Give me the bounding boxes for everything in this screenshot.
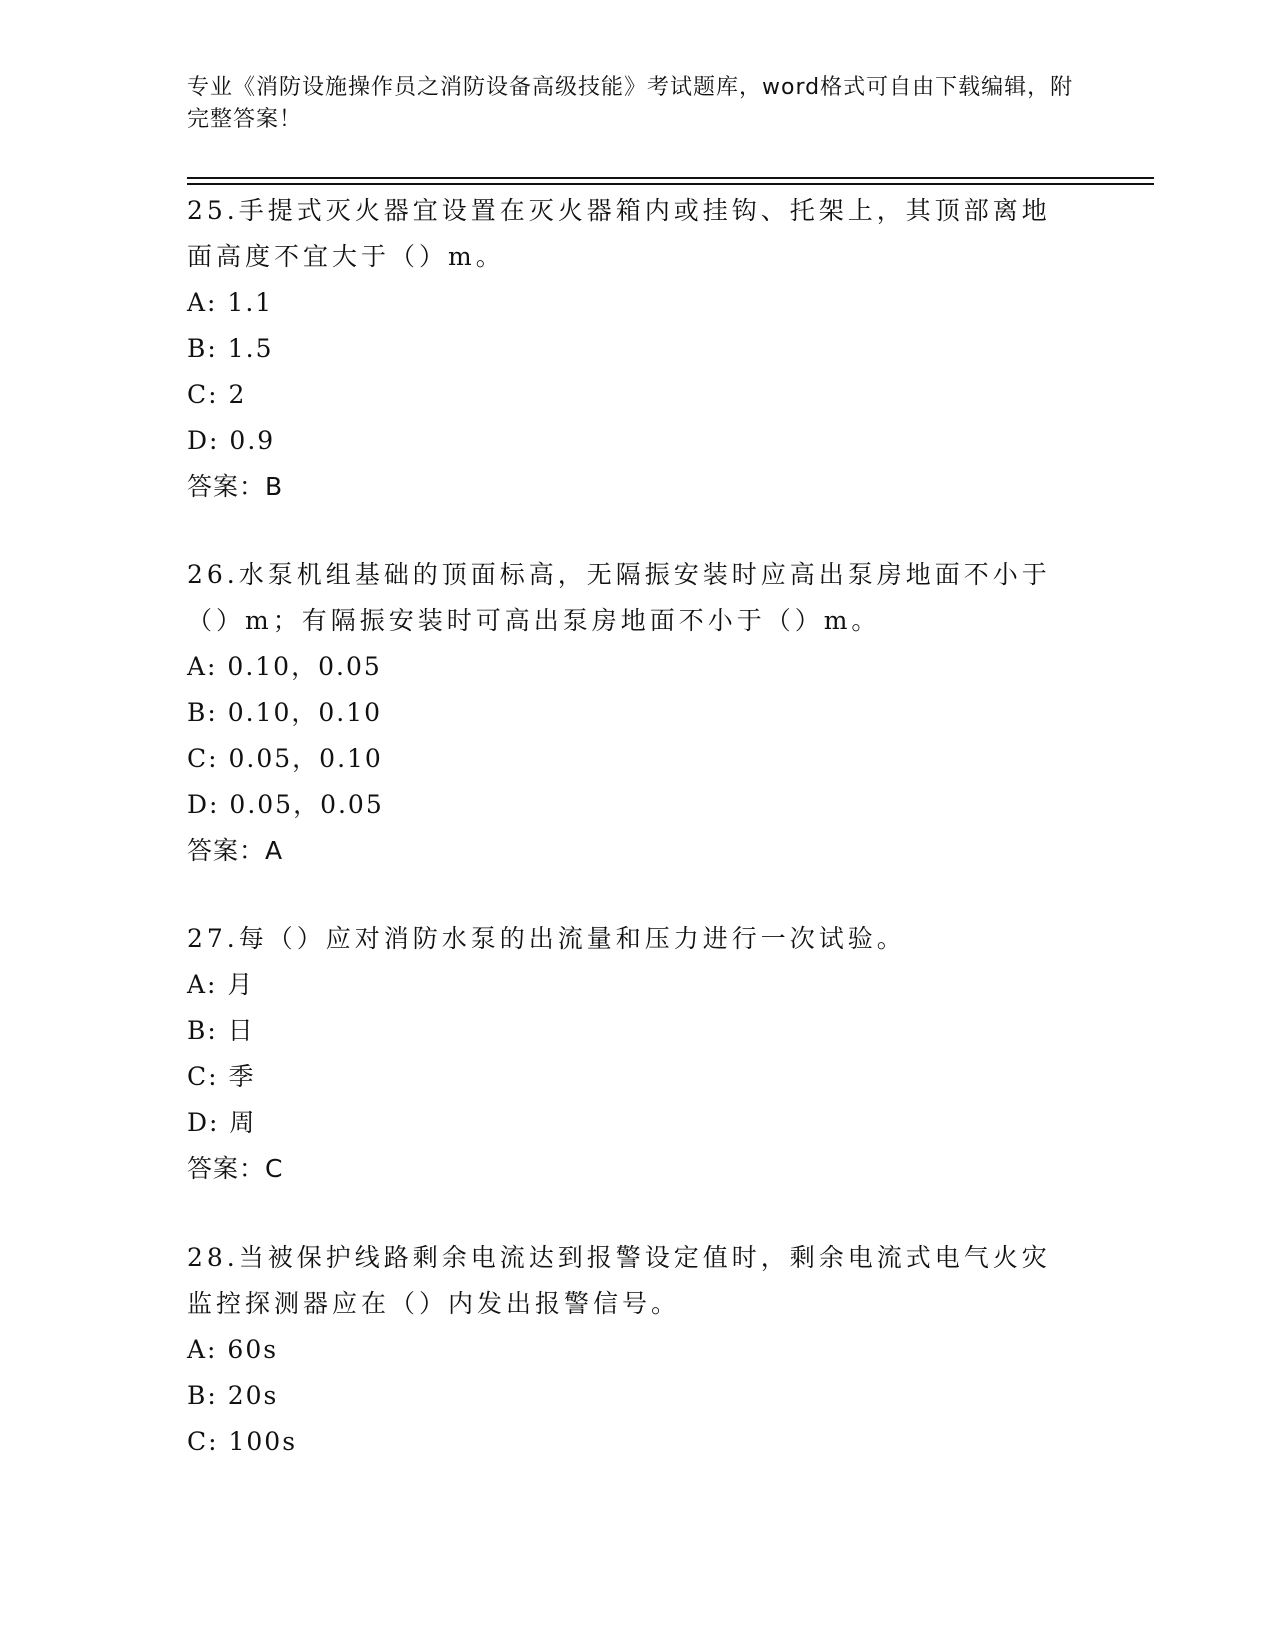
question-25 bbox=[187, 188, 1077, 510]
option-a: A: 60s bbox=[187, 1335, 279, 1364]
option-b: B: 1.5 bbox=[187, 334, 274, 363]
document-header: 专业《消防设施操作员之消防设备高级技能》考试题库，word格式可自由下载编辑，附完整答案！ bbox=[187, 75, 1074, 132]
option-a: A: 0.10，0.05 bbox=[187, 652, 382, 681]
option-c: C: 0.05，0.10 bbox=[187, 744, 383, 773]
option-d: D: 周 bbox=[187, 1108, 257, 1137]
option-c: C: 100s bbox=[187, 1427, 298, 1456]
option-c: C: 季 bbox=[187, 1062, 256, 1091]
answer-label: 答案：C bbox=[187, 1154, 284, 1183]
question-stem: 28.当被保护线路剩余电流达到报警设定值时，剩余电流式电气火灾监控探测器应在（）内发出报警信号。 bbox=[187, 1243, 1051, 1318]
option-c: C: 2 bbox=[187, 380, 247, 409]
option-d: D: 0.9 bbox=[187, 426, 276, 455]
question-stem: 26.水泵机组基础的顶面标高，无隔振安装时应高出泵房地面不小于（）m；有隔振安装时可高出泵房地面不小于（）m。 bbox=[187, 560, 1051, 635]
option-b: B: 日 bbox=[187, 1016, 255, 1045]
option-a: A: 月 bbox=[187, 970, 255, 999]
question-stem: 25.手提式灭火器宜设置在灭火器箱内或挂钩、托架上，其顶部离地面高度不宜大于（）m。 bbox=[187, 196, 1051, 271]
question-26 bbox=[187, 552, 1077, 874]
question-27 bbox=[187, 916, 1077, 1192]
answer-label: 答案：B bbox=[187, 472, 284, 501]
option-a: A: 1.1 bbox=[187, 288, 274, 317]
option-b: B: 0.10，0.10 bbox=[187, 698, 383, 727]
question-stem: 27.每（）应对消防水泵的出流量和压力进行一次试验。 bbox=[187, 924, 906, 953]
header-divider-bottom bbox=[187, 183, 1154, 185]
answer-label: 答案：A bbox=[187, 836, 284, 865]
question-28 bbox=[187, 1235, 1077, 1465]
option-d: D: 0.05，0.05 bbox=[187, 790, 384, 819]
option-b: B: 20s bbox=[187, 1381, 279, 1410]
header-divider-top bbox=[187, 177, 1154, 179]
